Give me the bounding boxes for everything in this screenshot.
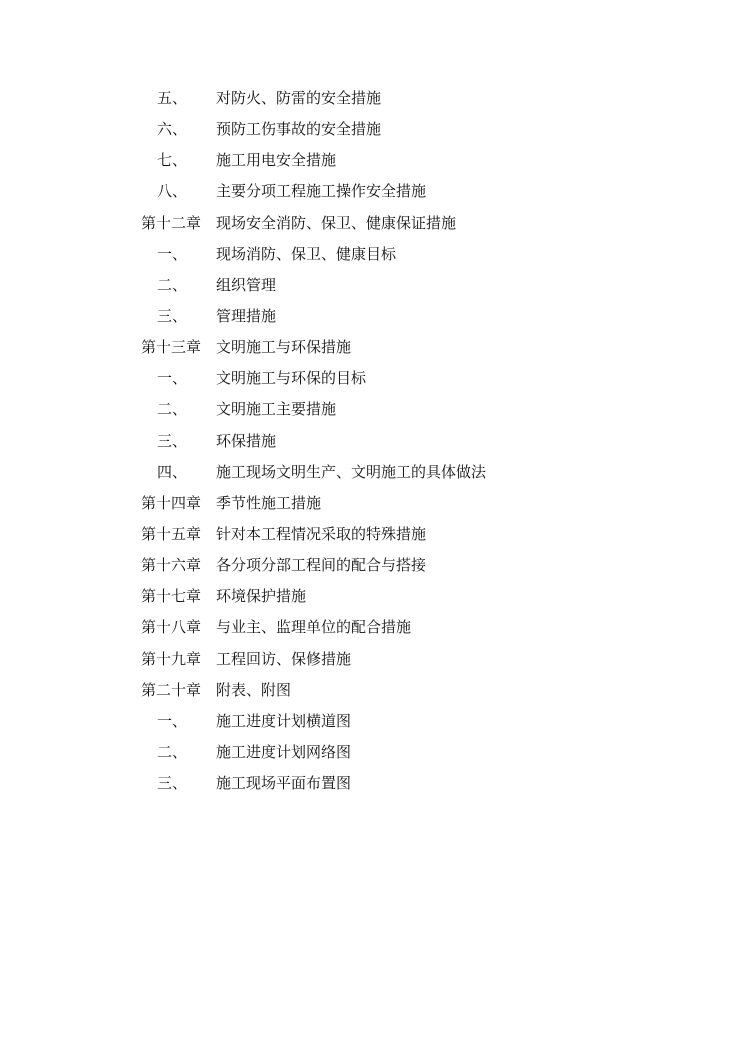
toc-entry-number: 七、 (157, 151, 188, 170)
toc-entry-number: 二、 (157, 400, 188, 419)
toc-entry (0, 239, 744, 270)
toc-entry-number: 一、 (157, 711, 188, 730)
toc-chapter-number: 第十四章 (141, 493, 202, 512)
toc-entry (0, 270, 744, 301)
toc-entry (0, 457, 744, 488)
toc-chapter-entry (0, 675, 744, 706)
toc-chapter-entry (0, 644, 744, 675)
toc-chapter-number: 第十七章 (141, 587, 202, 606)
toc-chapter-number: 第十九章 (141, 649, 202, 668)
toc-chapter-number: 第十八章 (141, 618, 202, 637)
toc-chapter-number: 第十六章 (141, 556, 202, 575)
toc-entry-number: 五、 (157, 89, 188, 107)
toc-entry (0, 176, 744, 207)
toc-chapter-title: 与业主、监理单位的配合措施 (216, 618, 412, 637)
toc-entry-title: 环保措施 (216, 431, 277, 450)
toc-chapter-title: 针对本工程情况采取的特殊措施 (216, 524, 427, 543)
toc-entry-title: 施工进度计划横道图 (216, 711, 352, 730)
toc-chapter-entry (0, 332, 744, 363)
toc-entry-number: 三、 (157, 431, 188, 450)
toc-chapter-title: 环境保护措施 (216, 587, 307, 606)
toc-chapter-title: 现场安全消防、保卫、健康保证措施 (216, 213, 457, 232)
toc-entry (0, 83, 744, 114)
toc-chapter-number: 第二十章 (141, 680, 202, 699)
toc-entry-number: 二、 (157, 742, 188, 761)
toc-chapter-entry (0, 581, 744, 612)
toc-entry-title: 预防工伤事故的安全措施 (216, 120, 382, 139)
toc-entry-title: 组织管理 (216, 275, 277, 294)
toc-entry (0, 301, 744, 332)
toc-chapter-entry (0, 550, 744, 581)
toc-entry-number: 四、 (157, 462, 188, 481)
toc-entry-title: 现场消防、保卫、健康目标 (216, 244, 397, 263)
toc-entry-title: 施工现场文明生产、文明施工的具体做法 (216, 462, 487, 481)
toc-entry-number: 一、 (157, 244, 188, 263)
toc-entry-title: 对防火、防雷的安全措施 (216, 89, 382, 107)
toc-entry-number: 六、 (157, 120, 188, 139)
toc-entry (0, 363, 744, 394)
toc-entry (0, 737, 744, 768)
toc-entry-number: 二、 (157, 275, 188, 294)
toc-entry-number: 三、 (157, 774, 188, 793)
toc-chapter-entry (0, 208, 744, 239)
toc-chapter-title: 各分项分部工程间的配合与搭接 (216, 556, 427, 575)
toc-entry (0, 768, 744, 799)
toc-entry-title: 施工进度计划网络图 (216, 742, 352, 761)
toc-entry (0, 426, 744, 457)
toc-entry-title: 文明施工主要措施 (216, 400, 337, 419)
toc-chapter-title: 季节性施工措施 (216, 493, 322, 512)
toc-chapter-title: 文明施工与环保措施 (216, 338, 352, 357)
toc-chapter-entry (0, 519, 744, 550)
toc-entry (0, 394, 744, 425)
toc-chapter-entry (0, 488, 744, 519)
table-of-contents (0, 83, 744, 799)
toc-entry-title: 施工用电安全措施 (216, 151, 337, 170)
toc-entry-title: 文明施工与环保的目标 (216, 369, 367, 388)
toc-chapter-number: 第十三章 (141, 338, 202, 357)
toc-chapter-title: 工程回访、保修措施 (216, 649, 352, 668)
toc-chapter-title: 附表、附图 (216, 680, 292, 699)
toc-entry-number: 三、 (157, 306, 188, 325)
toc-entry-title: 施工现场平面布置图 (216, 774, 352, 793)
toc-entry (0, 114, 744, 145)
toc-chapter-entry (0, 612, 744, 643)
toc-entry-title: 管理措施 (216, 306, 277, 325)
toc-entry-number: 八、 (157, 182, 188, 201)
toc-chapter-number: 第十二章 (141, 213, 202, 232)
toc-entry-title: 主要分项工程施工操作安全措施 (216, 182, 427, 201)
toc-entry (0, 706, 744, 737)
toc-entry-number: 一、 (157, 369, 188, 388)
toc-chapter-number: 第十五章 (141, 524, 202, 543)
toc-entry (0, 145, 744, 176)
